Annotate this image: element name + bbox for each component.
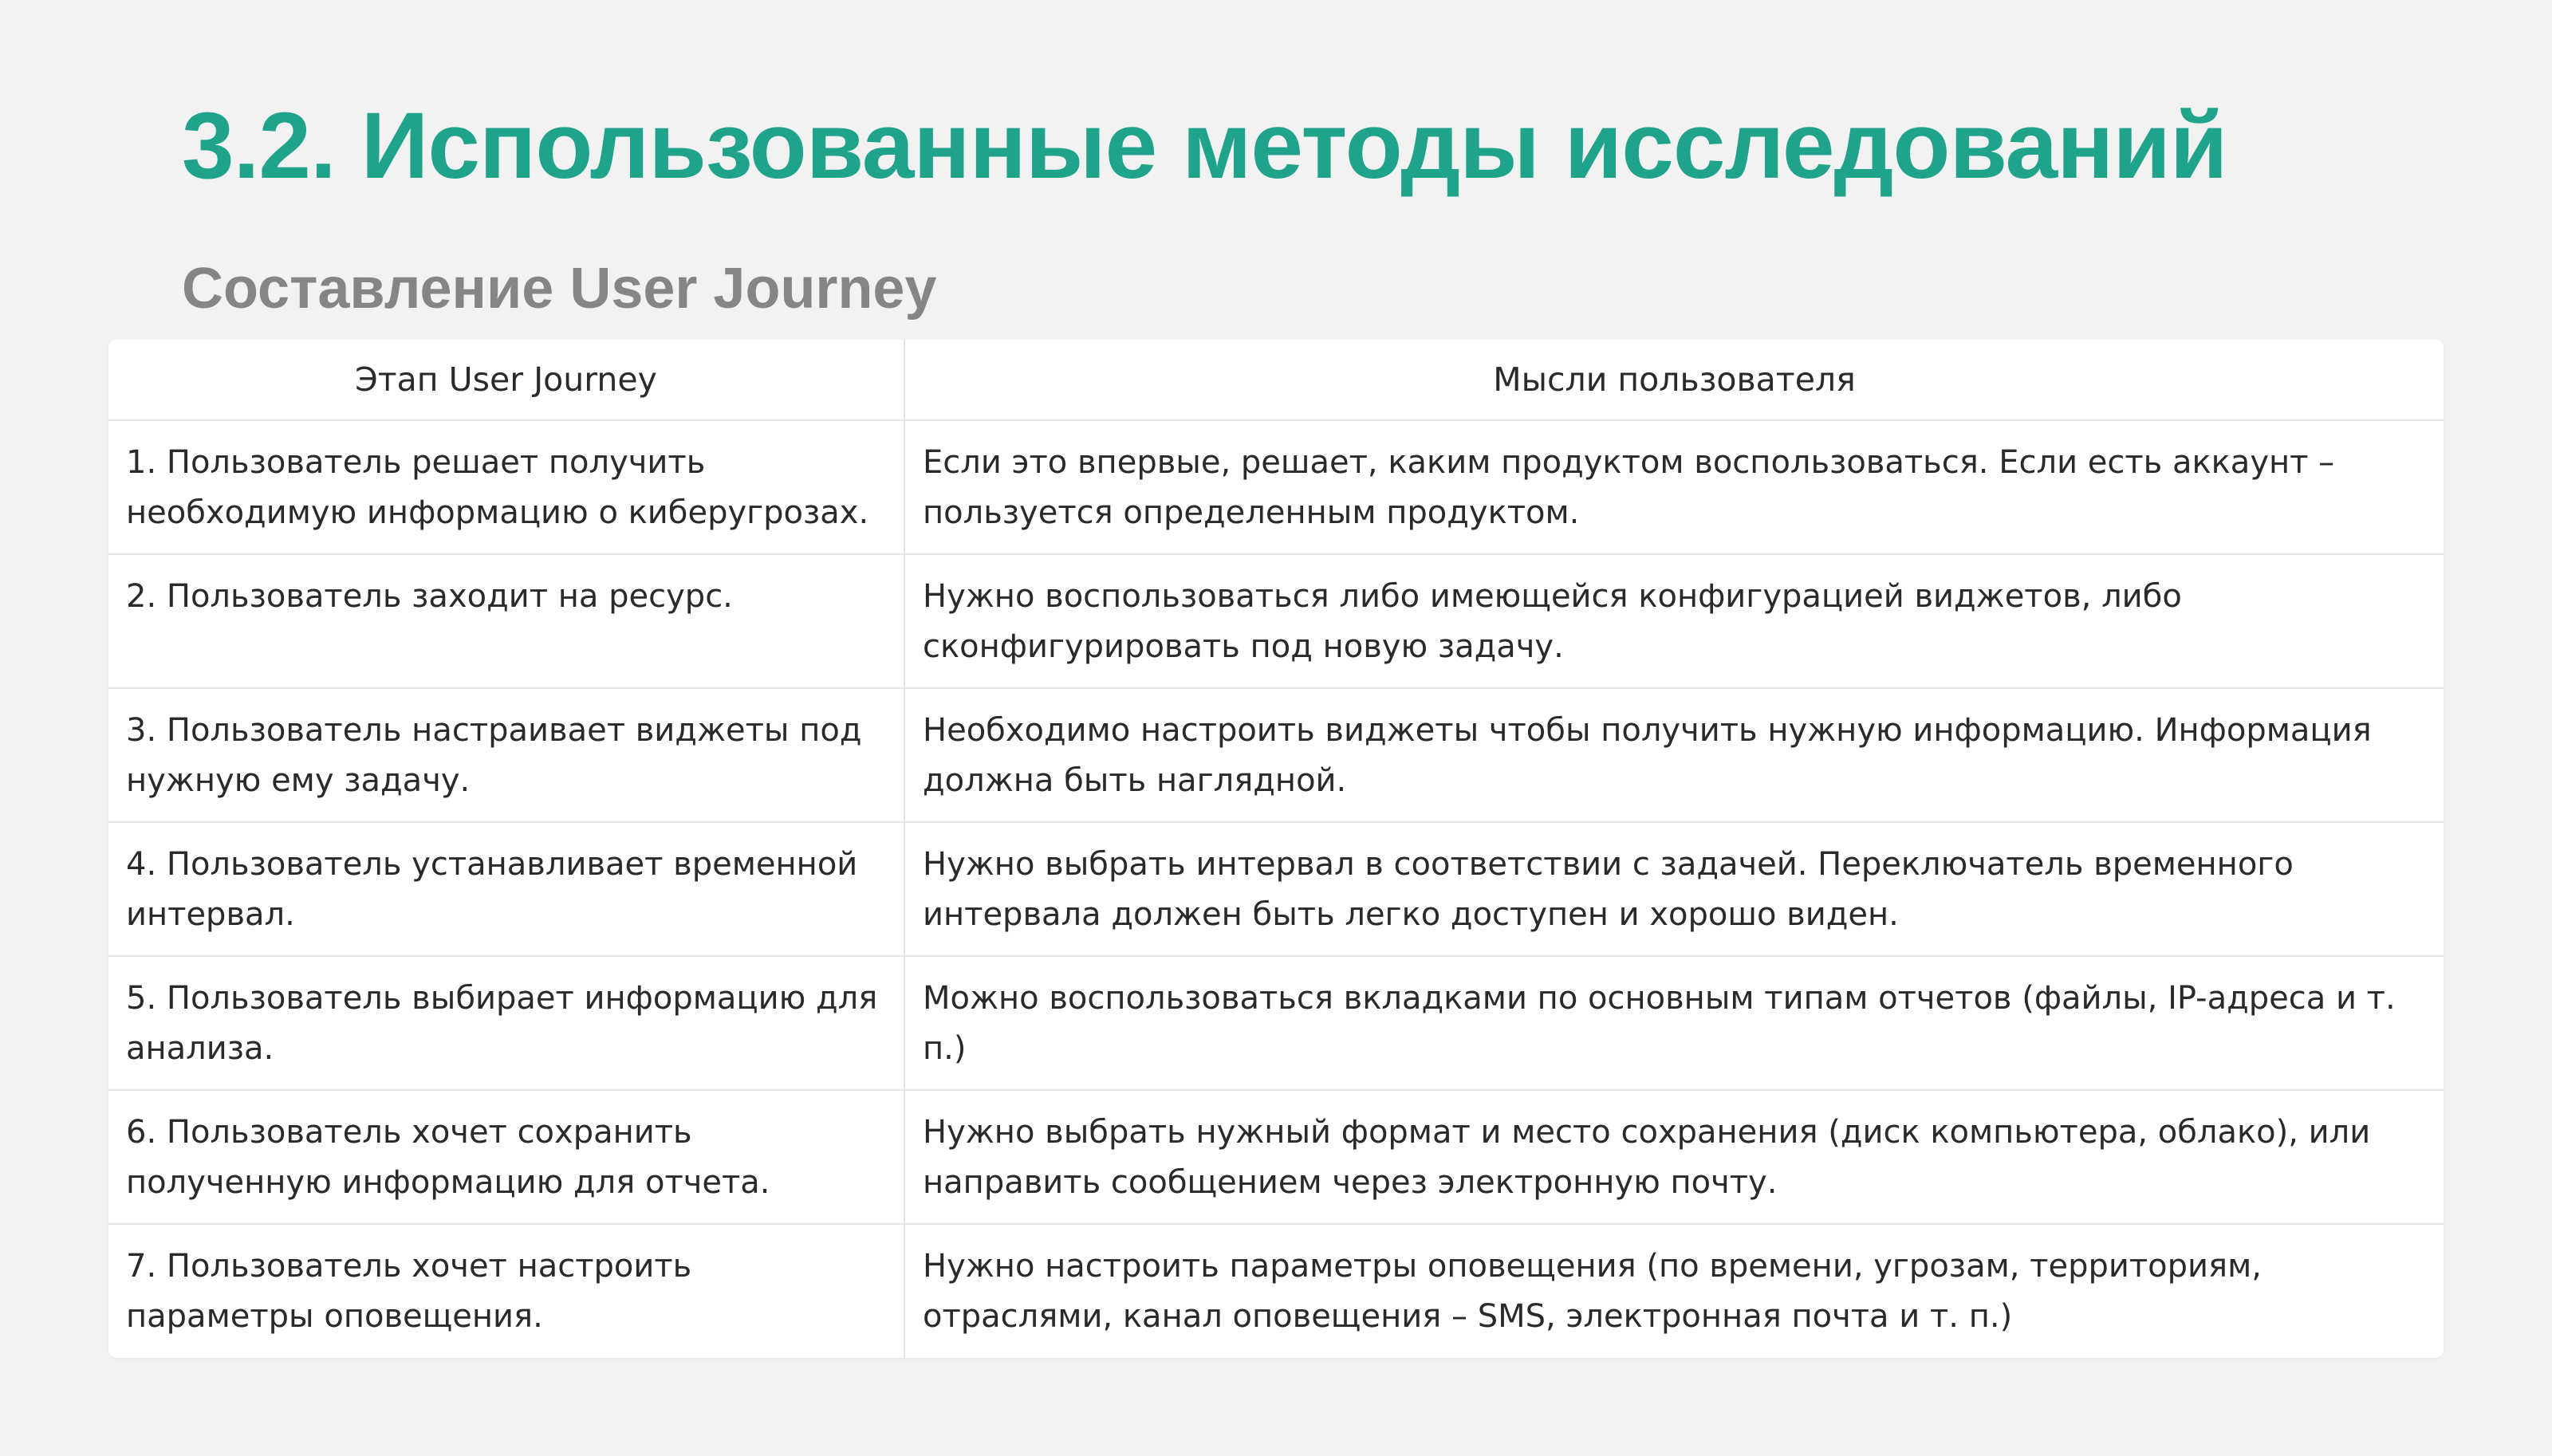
stage-cell: 4. Пользователь устанавливает временной интервал. <box>108 822 904 956</box>
table-header-row <box>108 340 2444 420</box>
column-header-thoughts: Мысли пользователя <box>904 340 2444 420</box>
stage-cell: 6. Пользователь хочет сохранить полученную информацию для отчета. <box>108 1090 904 1224</box>
stage-cell: 5. Пользователь выбирает информацию для анализа. <box>108 956 904 1090</box>
thoughts-cell: Нужно выбрать интервал в соответствии с задачей. Переключатель временного интервала должен быть легко доступен и хорошо виден. <box>904 822 2444 956</box>
table-row <box>108 1224 2444 1358</box>
table-row <box>108 420 2444 554</box>
thoughts-cell: Нужно воспользоваться либо имеющейся конфигурацией виджетов, либо сконфигурировать под новую задачу. <box>904 554 2444 688</box>
thoughts-cell: Если это впервые, решает, каким продуктом воспользоваться. Если есть аккаунт – пользуется определенным продуктом. <box>904 420 2444 554</box>
table-row <box>108 688 2444 822</box>
slide-title: 3.2. Использованные методы исследований <box>182 93 2227 199</box>
user-journey-table <box>108 340 2444 1358</box>
column-header-stage: Этап User Journey <box>108 340 904 420</box>
thoughts-cell: Нужно настроить параметры оповещения (по времени, угрозам, территориям, отраслями, канал оповещения – SMS, электронная почта и т. п.) <box>923 1248 2262 1335</box>
slide-subtitle: Составление User Journey <box>182 257 937 321</box>
thoughts-cell: Нужно выбрать нужный формат и место сохранения (диск компьютера, облако), или направить сообщением через электронную почту. <box>904 1090 2444 1224</box>
stage-cell: 7. Пользователь хочет настроить параметры оповещения. <box>108 1224 904 1358</box>
table-row <box>108 1090 2444 1224</box>
stage-cell: 3. Пользователь настраивает виджеты под нужную ему задачу. <box>108 688 904 822</box>
table-row <box>108 554 2444 688</box>
stage-cell: 2. Пользователь заходит на ресурс. <box>108 554 904 688</box>
thoughts-cell: Можно воспользоваться вкладками по основным типам отчетов (файлы, IP-адреса и т. п.) <box>904 956 2444 1090</box>
thoughts-cell: Необходимо настроить виджеты чтобы получить нужную информацию. Информация должна быть наглядной. <box>904 688 2444 822</box>
table-row <box>108 822 2444 956</box>
table <box>108 340 2444 1358</box>
table-row <box>108 956 2444 1090</box>
stage-cell: 1. Пользователь решает получить необходимую информацию о киберугрозах. <box>108 420 904 554</box>
